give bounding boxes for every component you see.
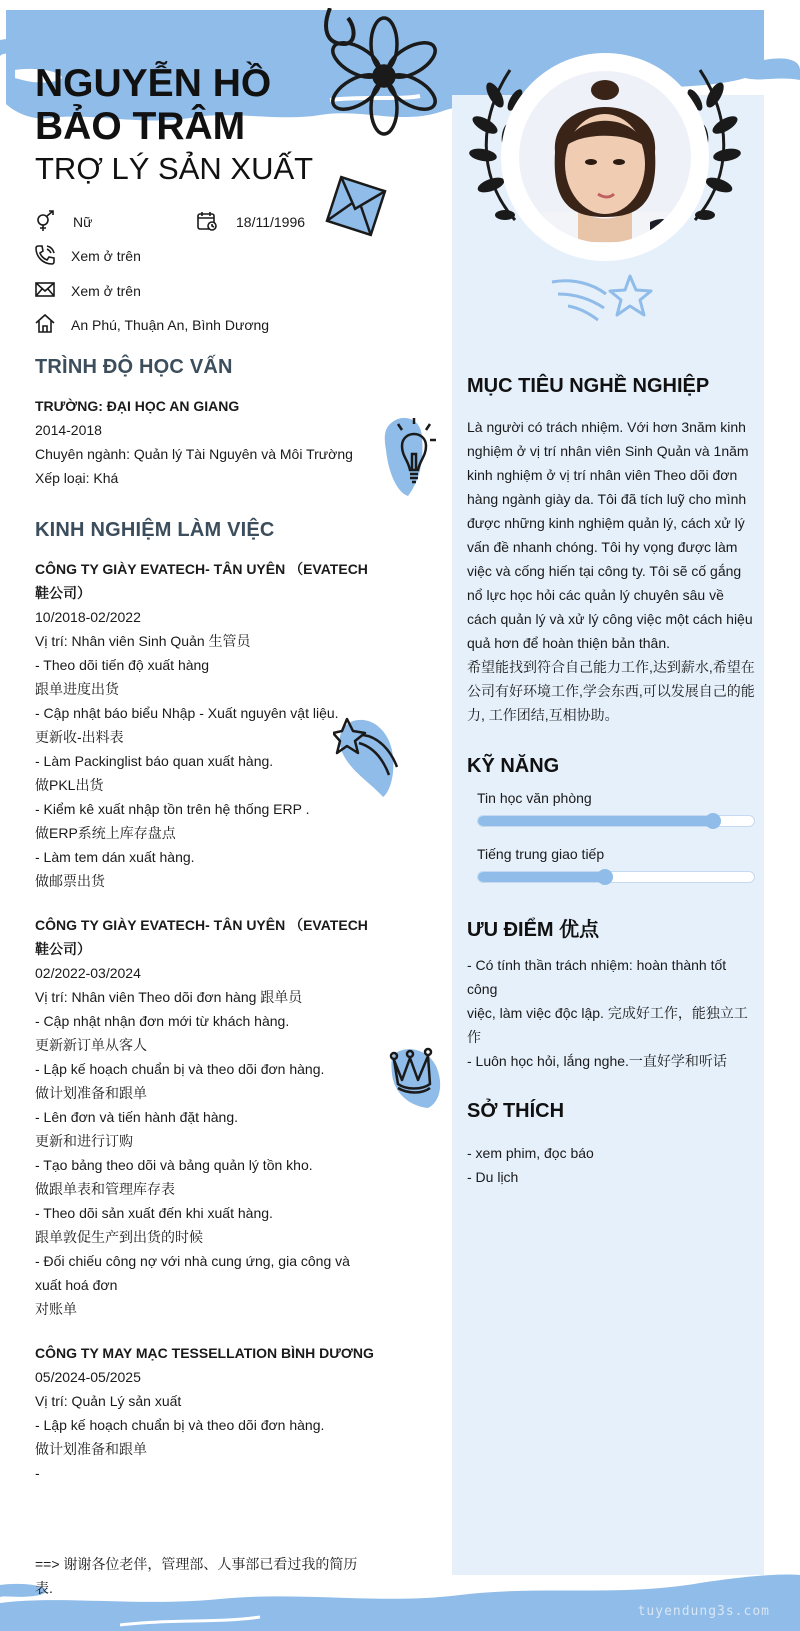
job-line: - Theo dõi tiến độ xuất hàng bbox=[35, 657, 210, 673]
job-line: 更新新订单从客人 bbox=[35, 1037, 147, 1053]
education-major: Chuyên ngành: Quản lý Tài Nguyên và Môi Trường bbox=[35, 446, 353, 462]
skill-bar-knob bbox=[705, 813, 721, 829]
strength-line: - Luôn học hỏi, lắng nghe.一直好学和听话 bbox=[467, 1053, 727, 1069]
address-value: An Phú, Thuận An, Bình Dương bbox=[71, 317, 270, 333]
footer-note-line: ==> 谢谢各位老伴，管理部、人事部已看过我的简历 bbox=[35, 1556, 358, 1572]
job-line: - Kiểm kê xuất nhập tồn trên hệ thống ERP . bbox=[35, 801, 310, 817]
job-line: 做计划准备和跟单 bbox=[35, 1441, 147, 1457]
objective-text bbox=[467, 415, 755, 727]
job-period: 05/2024-05/2025 bbox=[35, 1369, 141, 1385]
job-line: 做ERP系统上库存盘点 bbox=[35, 825, 176, 841]
job-company-cont: 鞋公司） bbox=[35, 585, 91, 601]
name-line-1: NGUYỄN HỒ bbox=[35, 62, 272, 105]
strength-line: việc, làm việc độc lập. 完成好工作，能独立工 bbox=[467, 1005, 748, 1021]
job-line: 做PKL出货 bbox=[35, 777, 104, 793]
footer-note bbox=[35, 1552, 375, 1600]
job-company: CÔNG TY GIÀY EVATECH- TÂN UYÊN （EVATECH bbox=[35, 917, 368, 933]
home-icon bbox=[34, 312, 56, 334]
job-title: TRỢ LÝ SẢN XUẤT bbox=[35, 151, 314, 186]
job-entry-3 bbox=[35, 1341, 375, 1485]
skill-label: Tin học văn phòng bbox=[477, 790, 592, 806]
education-years: 2014-2018 bbox=[35, 422, 102, 438]
skill-bar bbox=[477, 871, 755, 883]
job-line: 更新收-出料表 bbox=[35, 729, 124, 745]
hobby-line: - xem phim, đọc báo bbox=[467, 1145, 594, 1161]
objective-line: kinh nghiệm ở vị trí nhân viên Theo dõi đơn bbox=[467, 467, 738, 483]
skill-bar bbox=[477, 815, 755, 827]
hobby-line: - Du lịch bbox=[467, 1169, 519, 1185]
skill-bar-knob bbox=[597, 869, 613, 885]
job-company: CÔNG TY GIÀY EVATECH- TÂN UYÊN （EVATECH bbox=[35, 561, 368, 577]
job-line: - Làm tem dán xuất hàng. bbox=[35, 849, 195, 865]
job-line: - Tạo bảng theo dõi và bảng quản lý tồn kho. bbox=[35, 1157, 313, 1173]
objective-line: 公司有好环境工作,学会东西,可以发展自己的能 bbox=[467, 683, 755, 699]
objective-title: MỤC TIÊU NGHỀ NGHIỆP bbox=[467, 375, 710, 397]
job-line: Vị trí: Nhân viên Sinh Quản 生管员 bbox=[35, 633, 251, 649]
birthdate-value: 18/11/1996 bbox=[236, 214, 306, 230]
job-period: 10/2018-02/2022 bbox=[35, 609, 141, 625]
footer-note-line: 表. bbox=[35, 1580, 53, 1596]
objective-line: nổ lực học hỏi các quản lý chuyên sâu về bbox=[467, 587, 724, 603]
job-entry-2 bbox=[35, 913, 375, 1321]
strength-line: 作 bbox=[467, 1029, 481, 1045]
job-line: - Lên đơn và tiến hành đặt hàng. bbox=[35, 1109, 238, 1125]
job-line: Vị trí: Nhân viên Theo dõi đơn hàng 跟单员 bbox=[35, 989, 303, 1005]
education-title: TRÌNH ĐỘ HỌC VẤN bbox=[35, 356, 233, 378]
crown-doodle-icon bbox=[388, 1040, 444, 1110]
job-line: - Theo dõi sản xuất đến khi xuất hàng. bbox=[35, 1205, 273, 1221]
envelope-doodle-icon bbox=[325, 175, 387, 237]
job-line: Vị trí: Quản Lý sản xuất bbox=[35, 1393, 182, 1409]
skill-label: Tiếng trung giao tiếp bbox=[477, 846, 605, 862]
job-period: 02/2022-03/2024 bbox=[35, 965, 141, 981]
phone-icon bbox=[34, 244, 56, 266]
job-line: 对账单 bbox=[35, 1301, 77, 1317]
job-line: - Đối chiếu công nợ với nhà cung ứng, gia công và bbox=[35, 1253, 350, 1269]
strength-line: - Có tính thần trách nhiệm: hoàn thành tốt bbox=[467, 957, 727, 973]
school-name: TRƯỜNG: ĐẠI HỌC AN GIANG bbox=[35, 398, 240, 414]
objective-line: 力, 工作团结,互相协助。 bbox=[467, 707, 619, 723]
job-line: xuất hoá đơn bbox=[35, 1277, 118, 1293]
objective-line: hàng ngành giày da. Tôi đã tích luỹ cho mình bbox=[467, 491, 747, 507]
candidate-name bbox=[35, 62, 365, 148]
objective-line: nghiệm ở vị trí nhân viên Sinh Quản và 1năm bbox=[467, 443, 749, 459]
experience-title: KINH NGHIỆM LÀM VIỆC bbox=[35, 519, 275, 541]
strengths-text bbox=[467, 953, 755, 1073]
job-line: - Làm Packinglist báo quan xuất hàng. bbox=[35, 753, 274, 769]
skills-title: KỸ NĂNG bbox=[467, 755, 560, 777]
job-company-cont: 鞋公司） bbox=[35, 941, 91, 957]
phone-value: Xem ở trên bbox=[71, 248, 141, 264]
gender-value: Nữ bbox=[73, 214, 93, 230]
job-line: 跟单进度出货 bbox=[35, 681, 119, 697]
skill-bar-fill bbox=[478, 872, 605, 882]
objective-line: việc và cống hiến tại công ty. Tôi sẽ cố gắng bbox=[467, 563, 742, 579]
strengths-title: ƯU ĐIỂM 优点 bbox=[467, 919, 600, 941]
job-line: 更新和进行订购 bbox=[35, 1133, 133, 1149]
gender-icon bbox=[34, 210, 56, 232]
job-line: - Lập kế hoạch chuẩn bị và theo dõi đơn hàng. bbox=[35, 1061, 325, 1077]
job-entry-1 bbox=[35, 557, 375, 893]
profile-photo bbox=[500, 52, 710, 262]
education-rank: Xếp loại: Khá bbox=[35, 470, 119, 486]
hobbies-title: SỞ THÍCH bbox=[467, 1100, 565, 1122]
calendar-icon bbox=[196, 210, 218, 232]
education-block bbox=[35, 394, 375, 490]
objective-line: quả hơn để hoàn thiện bản thân. bbox=[467, 635, 671, 651]
objective-line: Là người có trách nhiệm. Với hơn 3năm kinh bbox=[467, 419, 746, 435]
shooting-star-doodle-icon bbox=[548, 272, 654, 326]
name-line-2: BẢO TRÂM bbox=[35, 105, 246, 148]
job-line: - bbox=[35, 1465, 40, 1481]
mail-icon bbox=[34, 279, 56, 301]
job-line: - Cập nhật báo biểu Nhập - Xuất nguyên vật liệu. bbox=[35, 705, 339, 721]
job-line: - Lập kế hoạch chuẩn bị và theo dõi đơn hàng. bbox=[35, 1417, 325, 1433]
objective-line: 希望能找到符合自己能力工作,达到薪水,希望在 bbox=[467, 659, 755, 675]
objective-line: cách quản lý và xử lý công việc một cách hiệu bbox=[467, 611, 753, 627]
job-line: 做计划准备和跟单 bbox=[35, 1085, 147, 1101]
lightbulb-doodle-icon bbox=[382, 410, 444, 502]
skill-bar-fill bbox=[478, 816, 713, 826]
objective-line: vấn đề nhanh chóng. Tôi hy vọng được làm bbox=[467, 539, 738, 555]
objective-line: được những kinh nghiệm quản lý, cách xử lý bbox=[467, 515, 745, 531]
watermark: tuyendung3s.com bbox=[637, 1604, 770, 1619]
hobbies-text bbox=[467, 1141, 755, 1189]
job-line: - Cập nhật nhận đơn mới từ khách hàng. bbox=[35, 1013, 290, 1029]
job-line: 做邮票出货 bbox=[35, 873, 105, 889]
job-line: 跟单敦促生产到出货的时候 bbox=[35, 1229, 203, 1245]
strength-line: công bbox=[467, 981, 498, 997]
job-company: CÔNG TY MAY MẠC TESSELLATION BÌNH DƯƠNG bbox=[35, 1345, 374, 1361]
email-value: Xem ở trên bbox=[71, 283, 141, 299]
job-line: 做跟单表和管理库存表 bbox=[35, 1181, 175, 1197]
